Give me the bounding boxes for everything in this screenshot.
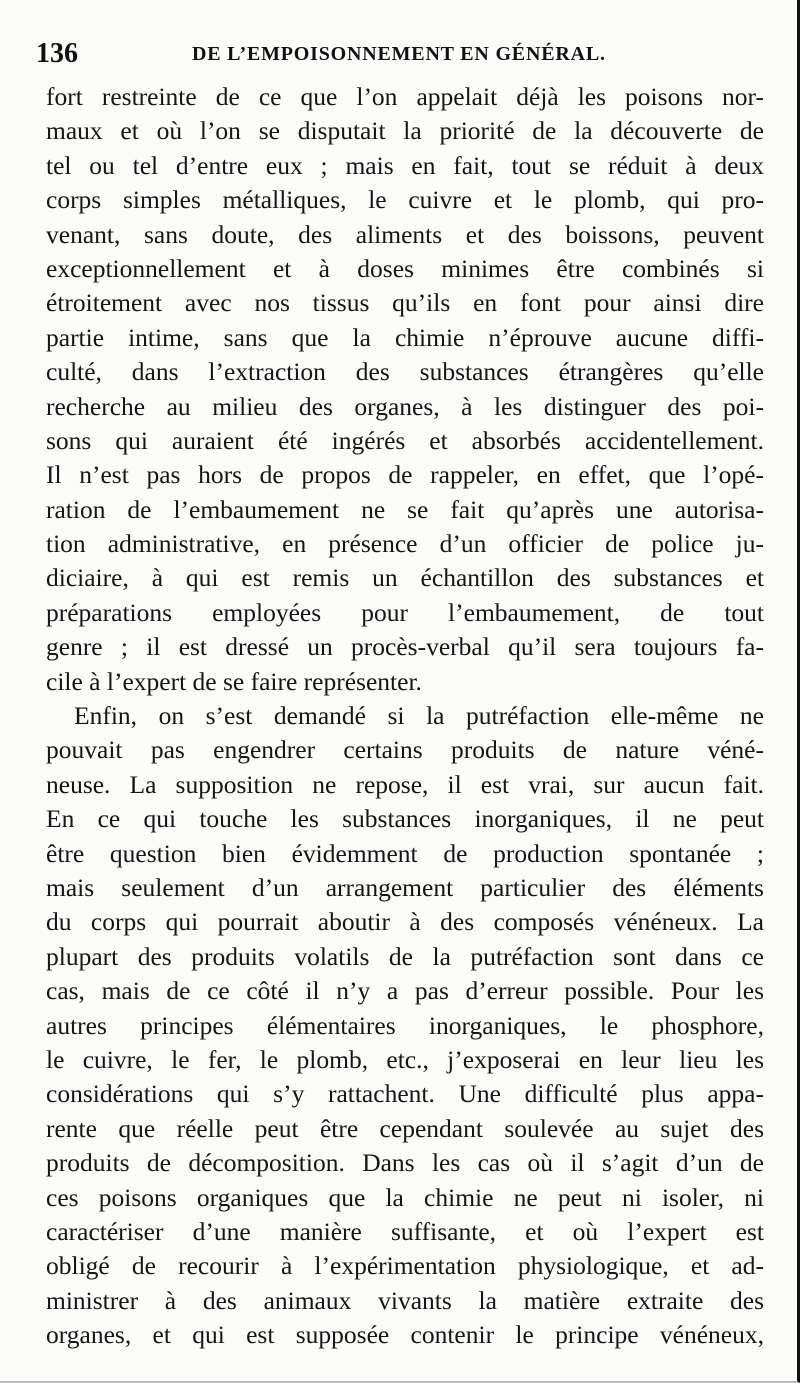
text-line: culté, dans l’extraction des substances étrangères qu’elle (46, 357, 764, 387)
text-line: exceptionnellement et à doses minimes être combinés si (46, 253, 764, 283)
text-line: Il n’est pas hors de propos de rappeler, en effet, que l’opé- (46, 460, 764, 490)
text-line: préparations employées pour l’embaumement, de tout (46, 597, 764, 627)
text-line: maux et où l’on se disputait la priorité de la découverte de (46, 116, 764, 146)
text-line: cas, mais de ce côté il n’y a pas d’erreur possible. Pour les (46, 976, 764, 1006)
text-line: tion administrative, en présence d’un officier de police ju- (46, 529, 764, 559)
text-line: venant, sans doute, des aliments et des boissons, peuvent (46, 219, 764, 249)
text-line: pouvait pas engendrer certains produits de nature véné- (46, 735, 764, 765)
body-text (46, 80, 764, 1352)
text-line: autres principes élémentaires inorganiques, le phosphore, (46, 1010, 764, 1040)
text-line: Enfin, on s’est demandé si la putréfaction elle-même ne (74, 701, 764, 731)
text-line: sons qui auraient été ingérés et absorbés accidentellement. (46, 425, 764, 455)
text-line: le cuivre, le fer, le plomb, etc., j’exposerai en leur lieu les (46, 1044, 764, 1074)
text-line: caractériser d’une manière suffisante, et où l’expert est (46, 1216, 764, 1246)
running-head (36, 36, 606, 72)
text-line: être question bien évidemment de production spontanée ; (46, 838, 764, 868)
page-number: 136 (36, 38, 78, 69)
text-line: étroitement avec nos tissus qu’ils en font pour ainsi dire (46, 288, 764, 318)
text-line: obligé de recourir à l’expérimentation physiologique, et ad- (46, 1251, 764, 1281)
text-line: En ce qui touche les substances inorganiques, il ne peut (46, 804, 764, 834)
text-line: neuse. La supposition ne repose, il est vrai, sur aucun fait. (46, 769, 764, 799)
text-line: ces poisons organiques que la chimie ne peut ni isoler, ni (46, 1182, 764, 1212)
text-line: du corps qui pourrait aboutir à des composés vénéneux. La (46, 907, 764, 937)
text-line: genre ; il est dressé un procès-verbal qu’il sera toujours fa- (46, 632, 764, 662)
text-line: fort restreinte de ce que l’on appelait déjà les poisons nor- (46, 82, 764, 111)
text-line: corps simples métalliques, le cuivre et le plomb, qui pro- (46, 185, 764, 215)
text-line: cile à l’expert de se faire représenter. (46, 666, 422, 696)
running-title: DE L’EMPOISONNEMENT EN GÉNÉRAL. (192, 43, 606, 65)
text-line: ministrer à des animaux vivants la matière extraite des (46, 1285, 764, 1315)
text-line: organes, et qui est supposée contenir le principe vénéneux, (46, 1320, 764, 1350)
text-line: produits de décomposition. Dans les cas où il s’agit d’un de (46, 1148, 764, 1178)
text-line: plupart des produits volatils de la putréfaction sont dans ce (46, 941, 764, 971)
text-line: mais seulement d’un arrangement particulier des éléments (46, 872, 764, 902)
text-line: diciaire, à qui est remis un échantillon des substances et (46, 563, 764, 593)
text-line: considérations qui s’y rattachent. Une difficulté plus appa- (46, 1079, 764, 1109)
text-line: partie intime, sans que la chimie n’éprouve aucune diffi- (46, 322, 764, 352)
text-line: rente que réelle peut être cependant soulevée au sujet des (46, 1113, 764, 1143)
text-line: tel ou tel d’entre eux ; mais en fait, tout se réduit à deux (46, 150, 764, 180)
text-line: ration de l’embaumement ne se fait qu’après une autorisa- (46, 494, 764, 524)
text-line: recherche au milieu des organes, à les distinguer des poi- (46, 391, 764, 421)
